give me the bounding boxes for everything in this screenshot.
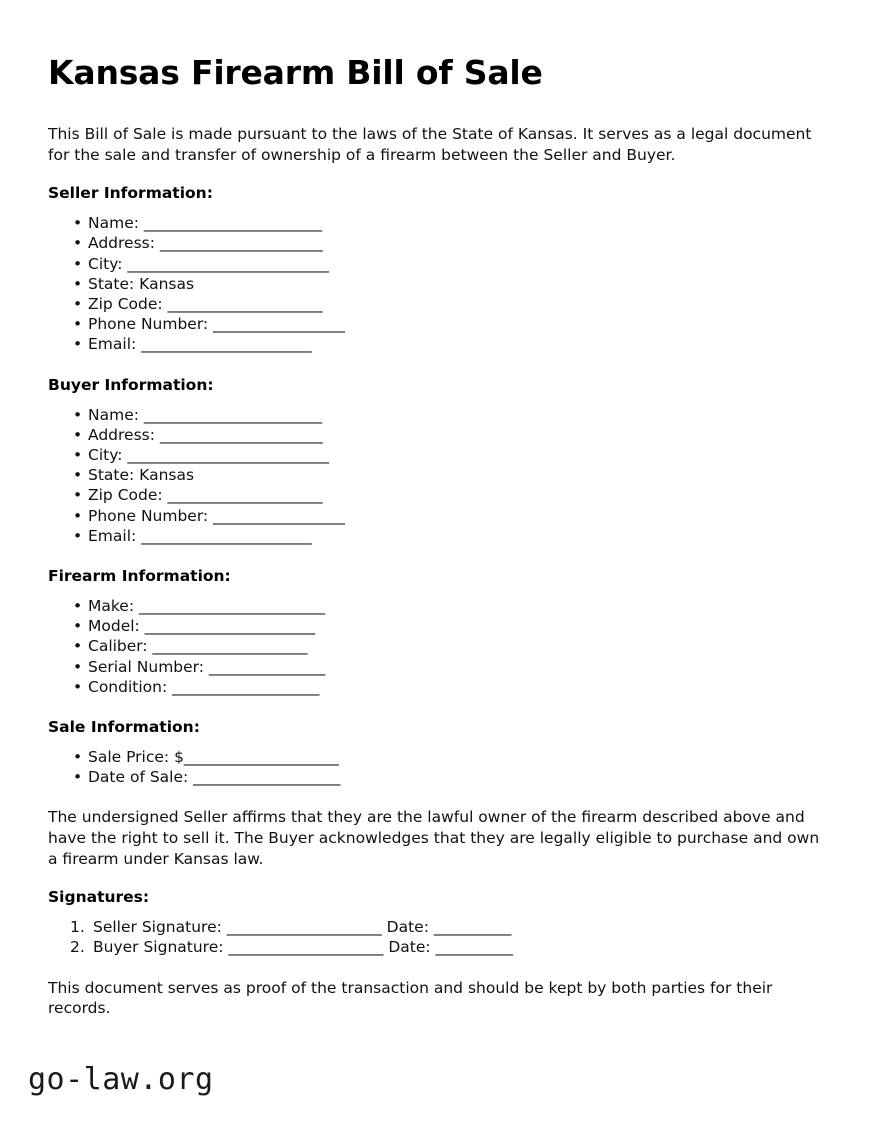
list-item: • Zip Code: ____________________ — [73, 294, 823, 314]
list-item: • Condition: ___________________ — [73, 677, 823, 697]
list-item: • City: __________________________ — [73, 254, 823, 274]
seller-information-heading: Seller Information: — [48, 184, 213, 203]
seller-field-list — [48, 213, 823, 354]
intro-paragraph: This Bill of Sale is made pursuant to the laws of the State of Kansas. It serves as a legal document for the sale and transfer of ownership of a firearm between the Seller and Buyer. — [48, 124, 812, 164]
list-item: • Address: _____________________ — [73, 425, 823, 445]
sale-field-list — [48, 747, 823, 787]
list-item: • Phone Number: _________________ — [73, 314, 823, 334]
list-item: Seller Signature: ____________________ Date: __________ — [93, 918, 512, 937]
closing-paragraph: This document serves as proof of the transaction and should be kept by both parties for their records. — [48, 978, 773, 1018]
list-item: • Date of Sale: ___________________ — [73, 767, 823, 787]
list-item: • City: __________________________ — [73, 445, 823, 465]
buyer-field-list — [48, 405, 823, 546]
list-item: Buyer Signature: ____________________ Date: __________ — [93, 938, 514, 957]
buyer-information-heading: Buyer Information: — [48, 375, 214, 394]
list-item: • Name: _______________________ — [73, 405, 823, 425]
list-item: • State: Kansas — [73, 274, 823, 294]
list-item: • Name: _______________________ — [73, 213, 823, 233]
list-item: • Email: ______________________ — [73, 526, 823, 546]
signatures-heading: Signatures: — [48, 888, 150, 907]
list-item: • Address: _____________________ — [73, 233, 823, 253]
firearm-field-list — [48, 596, 823, 697]
list-item: • Caliber: ____________________ — [73, 636, 823, 656]
page-title: Kansas Firearm Bill of Sale — [48, 53, 543, 92]
sale-information-heading: Sale Information: — [48, 718, 200, 736]
list-item: • Email: ______________________ — [73, 334, 823, 354]
list-item: • Phone Number: _________________ — [73, 506, 823, 526]
site-brand-footer: go-law.org — [28, 1062, 214, 1097]
list-item: • Zip Code: ____________________ — [73, 485, 823, 505]
list-item: • Sale Price: $____________________ — [73, 747, 823, 767]
list-item: • Make: ________________________ — [73, 596, 823, 616]
firearm-information-heading: Firearm Information: — [48, 566, 231, 585]
list-item: • State: Kansas — [73, 465, 823, 485]
list-item: • Model: ______________________ — [73, 616, 823, 636]
signature-list — [48, 917, 823, 957]
list-item: • Serial Number: _______________ — [73, 657, 823, 677]
document-body — [48, 55, 823, 1037]
affirmation-paragraph: The undersigned Seller affirms that they are the lawful owner of the firearm described above and have the right to sell it. The Buyer acknowledges that they are legally eligible to purchase and own a firearm under Kansas law. — [48, 808, 820, 868]
